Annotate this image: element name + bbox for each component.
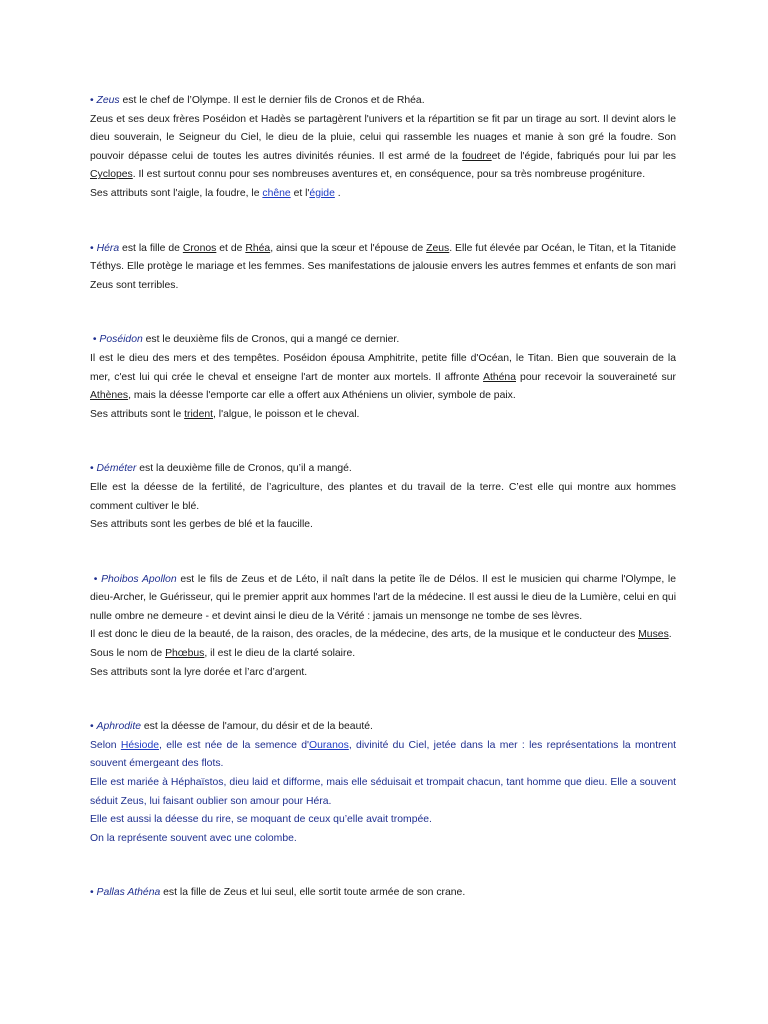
aphrodite-text-3: , divinité du Ciel, jetée dans la mer : les représentations la montrent souvent émergeant des flots. xyxy=(90,739,676,770)
link-zeus[interactable]: Zeus xyxy=(426,242,450,254)
deity-name-aphrodite: Aphrodite xyxy=(96,721,142,733)
poseidon-heading xyxy=(90,331,676,350)
aphrodite-paragraph-2: Elle est mariée à Héphaïstos, dieu laid et difforme, mais elle séduisait et trompait chacun, tant homme que dieu. Elle a souvent séduit Zeus, lui faisant oublier son amour pour Héra. xyxy=(90,777,676,807)
poseidon-attributes xyxy=(90,406,676,425)
link-trident[interactable]: trident xyxy=(184,408,214,420)
demeter-intro: est la deuxième fille de Cronos, qu’il a mangé. xyxy=(136,463,352,475)
poseidon-attr-text-1: Ses attributs sont le xyxy=(90,408,185,420)
zeus-intro: est le chef de l’Olympe. Il est le dernier fils de Cronos et de Rhéa. xyxy=(119,95,425,106)
aphrodite-heading xyxy=(90,718,676,737)
deity-name-hera: Héra xyxy=(96,242,120,254)
entry-demeter xyxy=(90,460,676,534)
link-cronos[interactable]: Cronos xyxy=(182,242,217,254)
aphrodite-intro: est la déesse de l'amour, du désir et de la beauté. xyxy=(141,721,373,733)
apollon-attributes: Ses attributs sont la lyre dorée et l’arc d’argent. xyxy=(90,666,308,678)
demeter-heading xyxy=(90,460,676,479)
hera-paragraph xyxy=(90,240,676,296)
zeus-attributes xyxy=(90,185,676,204)
entry-hera xyxy=(90,240,676,296)
apollon-paragraph-3 xyxy=(90,645,676,664)
link-muses[interactable]: Muses xyxy=(638,629,669,641)
hera-text-2: et de xyxy=(216,242,246,254)
entry-athena xyxy=(90,884,676,903)
demeter-attributes: Ses attributs sont les gerbes de blé et la faucille. xyxy=(90,519,313,531)
deity-name-poseidon: Poséidon xyxy=(99,334,143,346)
entry-zeus xyxy=(90,92,676,204)
link-cyclopes[interactable]: Cyclopes xyxy=(90,169,133,181)
aphrodite-paragraph-1 xyxy=(90,737,676,774)
hera-text-3: , ainsi que la sœur et l'épouse de xyxy=(270,242,427,254)
link-rhea[interactable]: Rhéa xyxy=(245,242,271,254)
deity-name-athena: Pallas Athéna xyxy=(96,887,161,899)
zeus-text-2: et de l'égide, fabriqués pour lui par les xyxy=(491,150,676,162)
aphrodite-paragraph-3: Elle est aussi la déesse du rire, se moquant de ceux qu’elle avait trompée. xyxy=(90,814,432,826)
apollon-text-1: Il est donc le dieu de la beauté, de la raison, des oracles, de la médecine, des arts, de la musique et le conducteur des xyxy=(90,629,639,641)
zeus-text-1: Zeus et ses deux frères Poséidon et Hadès se partagèrent l'univers et la répartition se fit par un tirage au sort. Il devint alors le dieu souverain, le Seigneur du Ciel, le dieu de la pluie, celui qui rassemble les nuages et manie à son gré la foudre. Son pouvoir dépasse celui de toutes les autres divinités réunies. Il est armé de la xyxy=(90,113,676,162)
apollon-paragraph-2 xyxy=(90,626,676,645)
bullet-icon: • xyxy=(90,463,94,475)
apollon-text-2: . xyxy=(668,629,672,641)
zeus-paragraph xyxy=(90,111,676,185)
bullet-icon: • xyxy=(90,721,94,733)
link-foudre[interactable]: foudre xyxy=(462,150,492,162)
link-hesiode[interactable]: Hésiode xyxy=(120,739,160,751)
bullet-icon: • xyxy=(92,334,97,346)
poseidon-text-2: pour recevoir la souveraineté sur xyxy=(516,371,676,383)
zeus-attr-text-1: Ses attributs sont l'aigle, la foudre, le xyxy=(90,187,263,199)
entry-poseidon xyxy=(90,331,676,424)
aphrodite-paragraph-4: On la représente souvent avec une colombe. xyxy=(90,832,297,844)
link-ouranos[interactable]: Ouranos xyxy=(308,739,349,751)
zeus-attr-text-2: et l' xyxy=(290,187,310,199)
link-phoebus[interactable]: Phœbus xyxy=(165,648,205,660)
zeus-text-3: . Il est surtout connu pour ses nombreuses aventures et, en conséquence, pour sa très nombreuse progéniture. xyxy=(132,169,646,181)
hera-text-1: est la fille de xyxy=(119,242,183,254)
bullet-icon: • xyxy=(90,887,94,899)
poseidon-intro: est le deuxième fils de Cronos, qui a mangé ce dernier. xyxy=(142,334,400,346)
demeter-paragraph: Elle est la déesse de la fertilité, de l’agriculture, des plantes et du travail de la terre. C’est elle qui montre aux hommes comment cultiver le blé. xyxy=(90,481,676,512)
deity-name-apollon: Phoibos Apollon xyxy=(101,573,177,585)
poseidon-paragraph xyxy=(90,350,676,406)
poseidon-text-3: , mais la déesse l'emporte car elle a offert aux Athéniens un olivier, symbole de paix. xyxy=(128,390,516,402)
zeus-attr-text-3: . xyxy=(334,187,341,199)
athena-intro: est la fille de Zeus et lui seul, elle sortit toute armée de son crane. xyxy=(160,887,466,899)
apollon-paragraph-1 xyxy=(90,571,676,627)
athena-heading xyxy=(90,884,676,903)
bullet-icon: • xyxy=(90,242,94,254)
deity-name-zeus: Zeus xyxy=(96,95,120,106)
poseidon-text-1: Il est le dieu des mers et des tempêtes. Poséidon épousa Amphitrite, petite fille d'Océan, le Titan. Bien que souverain de la mer, c'est lui qui crée le cheval et enseigne l'art de monter aux mortels. Il affronte xyxy=(90,352,676,383)
document-page xyxy=(90,90,676,903)
link-egide[interactable]: égide xyxy=(309,187,335,199)
bullet-icon: • xyxy=(93,573,98,585)
zeus-heading xyxy=(90,92,676,111)
apollon-text-3: Sous le nom de xyxy=(90,648,166,660)
bullet-icon: • xyxy=(90,95,94,106)
aphrodite-text-2: , elle est née de la semence d' xyxy=(159,739,309,751)
entry-apollon xyxy=(90,571,676,683)
deity-name-demeter: Déméter xyxy=(96,463,137,475)
apollon-intro: est le fils de Zeus et de Léto, il naît dans la petite île de Délos. Il est le musicien qui charme l'Olympe, le dieu-Archer, le Guérisseur, qui le premier apprit aux hommes l'art de la médecine. Il est aussi le dieu de la Lumière, celui en qui nulle ombre ne demeure - et devint ainsi le dieu de la Vérité : jamais un mensonge ne tombe de ses lèvres. xyxy=(90,573,677,622)
link-athena[interactable]: Athéna xyxy=(483,371,516,383)
aphrodite-text-1: Selon xyxy=(90,739,121,751)
entry-aphrodite xyxy=(90,718,676,848)
apollon-text-4: , il est le dieu de la clarté solaire. xyxy=(204,648,356,660)
link-athenes[interactable]: Athènes xyxy=(90,390,129,402)
hera-text-4: . Elle fut élevée par Océan, le Titan, et la Titanide Téthys. Elle protège le mariage et les femmes. Ses manifestations de jalousie envers les autres femmes et enfants de son mari Zeus sont terribles. xyxy=(90,242,677,291)
link-chene[interactable]: chêne xyxy=(262,187,291,199)
poseidon-attr-text-2: , l'algue, le poisson et le cheval. xyxy=(213,408,360,420)
